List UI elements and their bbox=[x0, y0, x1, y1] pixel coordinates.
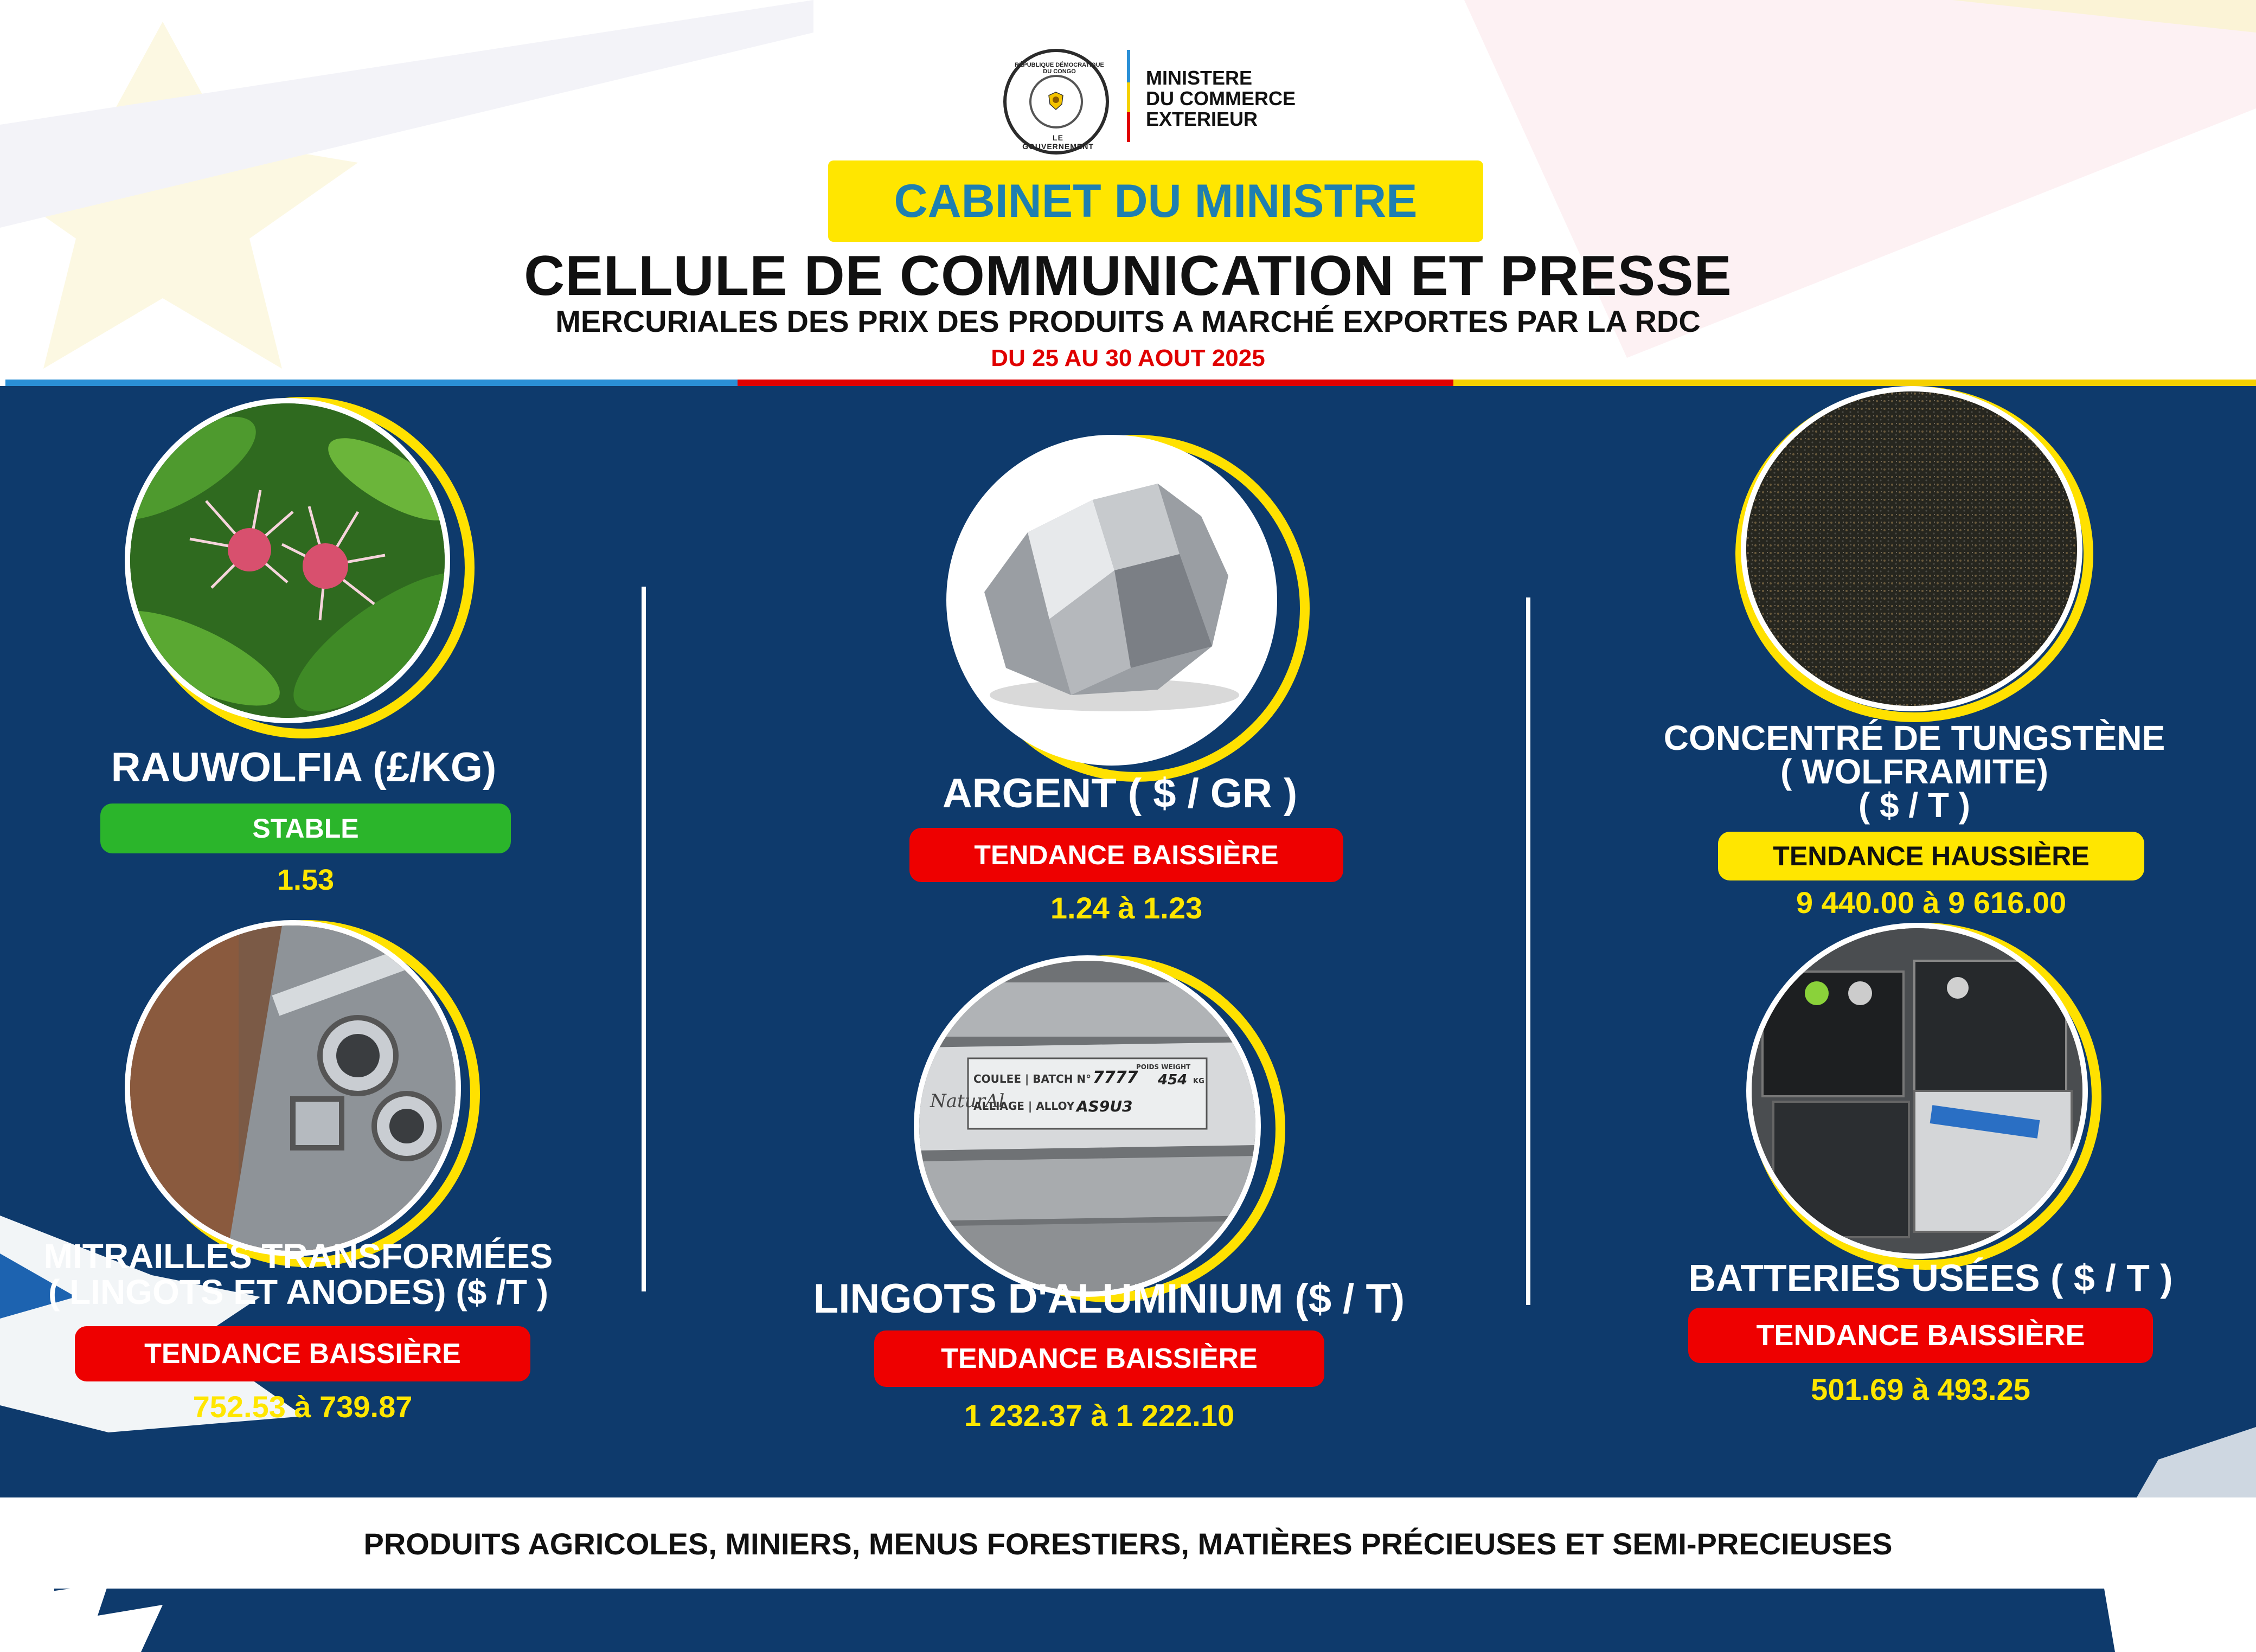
product-name bbox=[830, 770, 1410, 817]
product-price: 9 440.00 à 9 616.00 bbox=[1796, 885, 2067, 920]
ingot-batch-number: 7777 bbox=[1093, 1068, 1138, 1087]
ingot-brand: NaturAl bbox=[930, 1090, 1005, 1112]
ministry-line: EXTERIEUR bbox=[1146, 108, 1258, 130]
header-divider bbox=[1127, 50, 1130, 142]
main-panel bbox=[0, 386, 2256, 1497]
product-image-rauwolfia bbox=[125, 398, 450, 723]
product-name bbox=[33, 744, 575, 791]
product-name-line: CONCENTRÉ DE TUNGSTÈNE bbox=[1663, 718, 2165, 757]
silver-ore-icon bbox=[952, 440, 1272, 760]
page-subtitle: MERCURIALES DES PRIX DES PRODUITS A MARCHÉ EXPORTES PAR LA RDC bbox=[555, 304, 1701, 338]
trend-badge: TENDANCE BAISSIÈRE bbox=[75, 1326, 530, 1381]
product-name-line: BATTERIES USÉES ( $ / T ) bbox=[1688, 1257, 2173, 1299]
trend-badge: TENDANCE BAISSIÈRE bbox=[1688, 1308, 2153, 1363]
column-divider-right bbox=[1526, 597, 1530, 1305]
ingot-alloy-label: ALLIAGE | ALLOY : bbox=[973, 1100, 1083, 1113]
header bbox=[0, 0, 2256, 386]
trend-badge: TENDANCE HAUSSIÈRE bbox=[1718, 832, 2144, 880]
footer-brush-left bbox=[33, 1583, 163, 1652]
product-name-line: LINGOTS D'ALUMINIUM ($ / T) bbox=[813, 1276, 1405, 1322]
stripe-red bbox=[738, 380, 1453, 386]
ingot-alloy-code: AS9U3 bbox=[1076, 1097, 1133, 1115]
product-image-aluminium bbox=[914, 955, 1261, 1297]
aluminium-ingots-icon bbox=[919, 961, 1255, 1291]
product-name bbox=[805, 1275, 1413, 1322]
flag-diagonal-shape bbox=[0, 0, 813, 228]
leopard-emblem-icon bbox=[1047, 91, 1066, 111]
brush-stroke-corner bbox=[2137, 1427, 2256, 1497]
product-name bbox=[1643, 718, 2186, 825]
column-divider-left bbox=[642, 587, 646, 1291]
ingot-weight: 454 bbox=[1158, 1072, 1188, 1088]
rauwolfia-flower-icon bbox=[130, 403, 445, 718]
product-image-batteries bbox=[1746, 923, 2088, 1259]
footer-brush-right bbox=[2104, 1578, 2256, 1652]
product-image-argent bbox=[946, 435, 1277, 766]
government-seal bbox=[1003, 49, 1109, 155]
product-price: 1 232.37 à 1 222.10 bbox=[964, 1398, 1235, 1432]
ingot-weight-unit: KG bbox=[1193, 1077, 1204, 1085]
product-name-line: ( $ / T ) bbox=[1858, 786, 1971, 825]
footer-categories: PRODUITS AGRICOLES, MINIERS, MENUS FORESTIERS, MATIÈRES PRÉCIEUSES ET SEMI-PRECIEUSES bbox=[363, 1527, 1893, 1561]
product-price: 501.69 à 493.25 bbox=[1811, 1372, 2030, 1406]
cabinet-title: CABINET DU MINISTRE bbox=[894, 175, 1418, 227]
used-batteries-icon bbox=[1752, 928, 2082, 1254]
product-name bbox=[22, 1238, 575, 1310]
product-name-line: MITRAILLES TRANSFORMÉES bbox=[43, 1237, 553, 1276]
trend-badge: TENDANCE BAISSIÈRE bbox=[874, 1330, 1324, 1387]
trend-badge: TENDANCE BAISSIÈRE bbox=[909, 828, 1343, 882]
stripe-yellow bbox=[1453, 380, 2256, 386]
product-name bbox=[1659, 1256, 2202, 1300]
ministry-line: DU COMMERCE bbox=[1146, 87, 1296, 110]
product-price: 752.53 à 739.87 bbox=[193, 1390, 413, 1424]
date-range: DU 25 AU 30 AOUT 2025 bbox=[991, 345, 1265, 371]
product-image-mitrailles bbox=[125, 920, 461, 1256]
tungsten-concentrate-icon bbox=[1746, 391, 2077, 706]
footer-brush-decor bbox=[0, 1572, 2256, 1652]
ministry-name bbox=[1146, 68, 1319, 130]
product-name-line: ARGENT ( $ / GR ) bbox=[942, 770, 1298, 817]
ministry-line: MINISTERE bbox=[1146, 67, 1253, 89]
product-price: 1.53 bbox=[277, 864, 335, 896]
ingot-batch-label: COULEE | BATCH N° bbox=[973, 1072, 1092, 1085]
stripe-blue bbox=[5, 380, 738, 386]
page-title: CELLULE DE COMMUNICATION ET PRESSE bbox=[524, 245, 1732, 307]
product-name-line: ( LINGOTS ET ANODES) ($ /T ) bbox=[48, 1272, 549, 1312]
seal-republic-text: RÉPUBLIQUE DÉMOCRATIQUE DU CONGO bbox=[1015, 62, 1104, 75]
seal-government-text: LE GOUVERNEMENT bbox=[1022, 133, 1094, 151]
seal-inner-ring bbox=[1029, 75, 1083, 128]
ingot-weight-label: POIDS WEIGHT bbox=[1136, 1063, 1191, 1071]
product-name-line: RAUWOLFIA (£/KG) bbox=[111, 744, 497, 790]
product-price: 1.24 à 1.23 bbox=[1050, 891, 1203, 925]
product-name-line: ( WOLFRAMITE) bbox=[1780, 752, 2049, 791]
scrap-metal-icon bbox=[130, 925, 456, 1251]
product-image-tungstene bbox=[1741, 386, 2082, 711]
trend-badge: STABLE bbox=[100, 803, 511, 853]
